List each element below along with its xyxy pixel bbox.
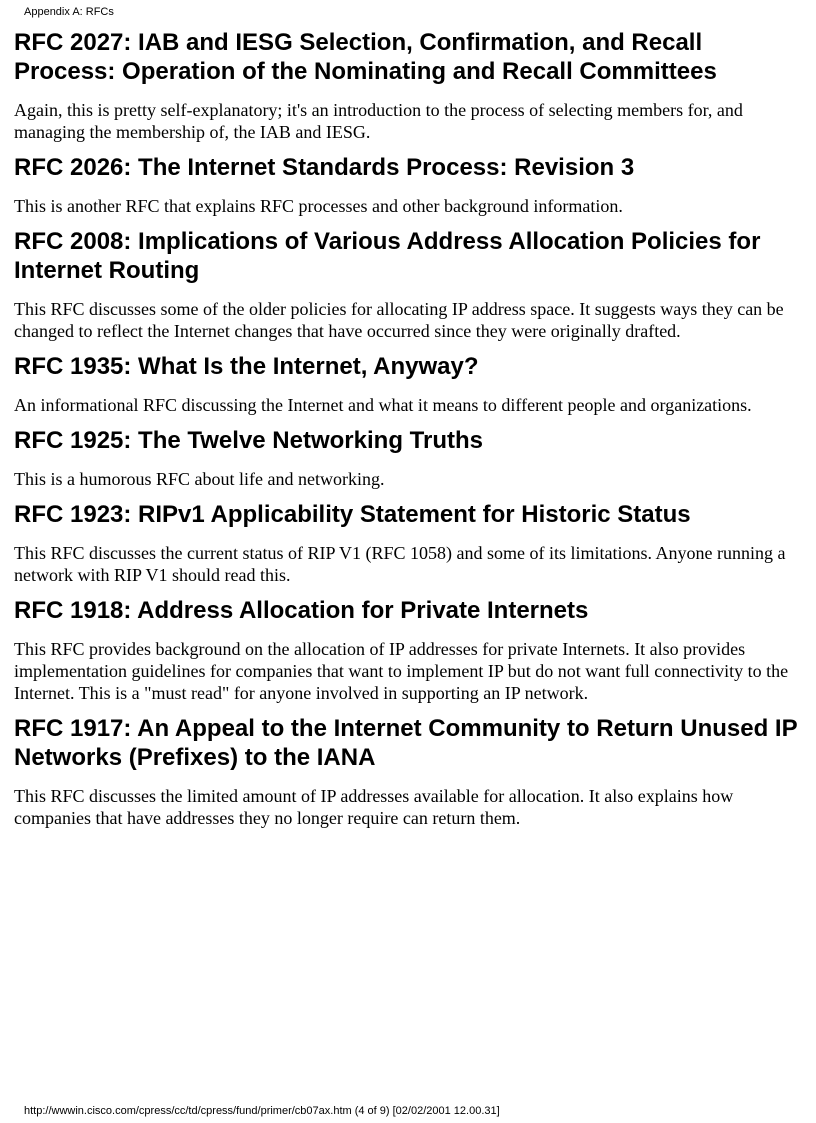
section-heading: RFC 2008: Implications of Various Address Allocation Policies for Internet Routing <box>14 228 761 284</box>
document-content <box>14 28 809 839</box>
section-description: This is another RFC that explains RFC processes and other background information. <box>14 196 623 216</box>
rfc-section-1918 <box>14 596 809 704</box>
rfc-section-1917 <box>14 714 809 829</box>
section-heading: RFC 1917: An Appeal to the Internet Community to Return Unused IP Networks (Prefixes) to the IANA <box>14 715 798 771</box>
rfc-section-1935 <box>14 352 809 416</box>
page-header: Appendix A: RFCs <box>24 6 114 18</box>
rfc-section-2027 <box>14 28 809 143</box>
section-description: This is a humorous RFC about life and networking. <box>14 469 385 489</box>
section-description: This RFC discusses the current status of RIP V1 (RFC 1058) and some of its limitations. Anyone running a network with RIP V1 should read this. <box>14 543 786 585</box>
section-description: An informational RFC discussing the Internet and what it means to different people and organizations. <box>14 395 752 415</box>
section-description: This RFC discusses the limited amount of IP addresses available for allocation. It also explains how companies that have addresses they no longer require can return them. <box>14 786 734 828</box>
section-description: Again, this is pretty self-explanatory; it's an introduction to the process of selecting members for, and managing the membership of, the IAB and IESG. <box>14 100 743 142</box>
section-heading: RFC 2027: IAB and IESG Selection, Confirmation, and Recall Process: Operation of the Nominating and Recall Committees <box>14 29 717 85</box>
section-heading: RFC 1923: RIPv1 Applicability Statement for Historic Status <box>14 501 691 528</box>
section-heading: RFC 1935: What Is the Internet, Anyway? <box>14 353 479 380</box>
section-heading: RFC 1925: The Twelve Networking Truths <box>14 427 483 454</box>
rfc-section-2008 <box>14 227 809 342</box>
section-description: This RFC provides background on the allocation of IP addresses for private Internets. It also provides implementation guidelines for companies that want to implement IP but do not want full connectivity to the Internet. This is a "must read" for anyone involved in supporting an IP network. <box>14 639 789 703</box>
rfc-section-1925 <box>14 426 809 490</box>
rfc-section-1923 <box>14 500 809 586</box>
section-description: This RFC discusses some of the older policies for allocating IP address space. It suggests ways they can be changed to reflect the Internet changes that have occurred since they were originally drafted. <box>14 299 784 341</box>
section-heading: RFC 1918: Address Allocation for Private Internets <box>14 597 589 624</box>
rfc-section-2026 <box>14 153 809 217</box>
page-footer-url: http://wwwin.cisco.com/cpress/cc/td/cpress/fund/primer/cb07ax.htm (4 of 9) [02/02/2001 12.00.31] <box>24 1105 500 1117</box>
section-heading: RFC 2026: The Internet Standards Process: Revision 3 <box>14 154 635 181</box>
